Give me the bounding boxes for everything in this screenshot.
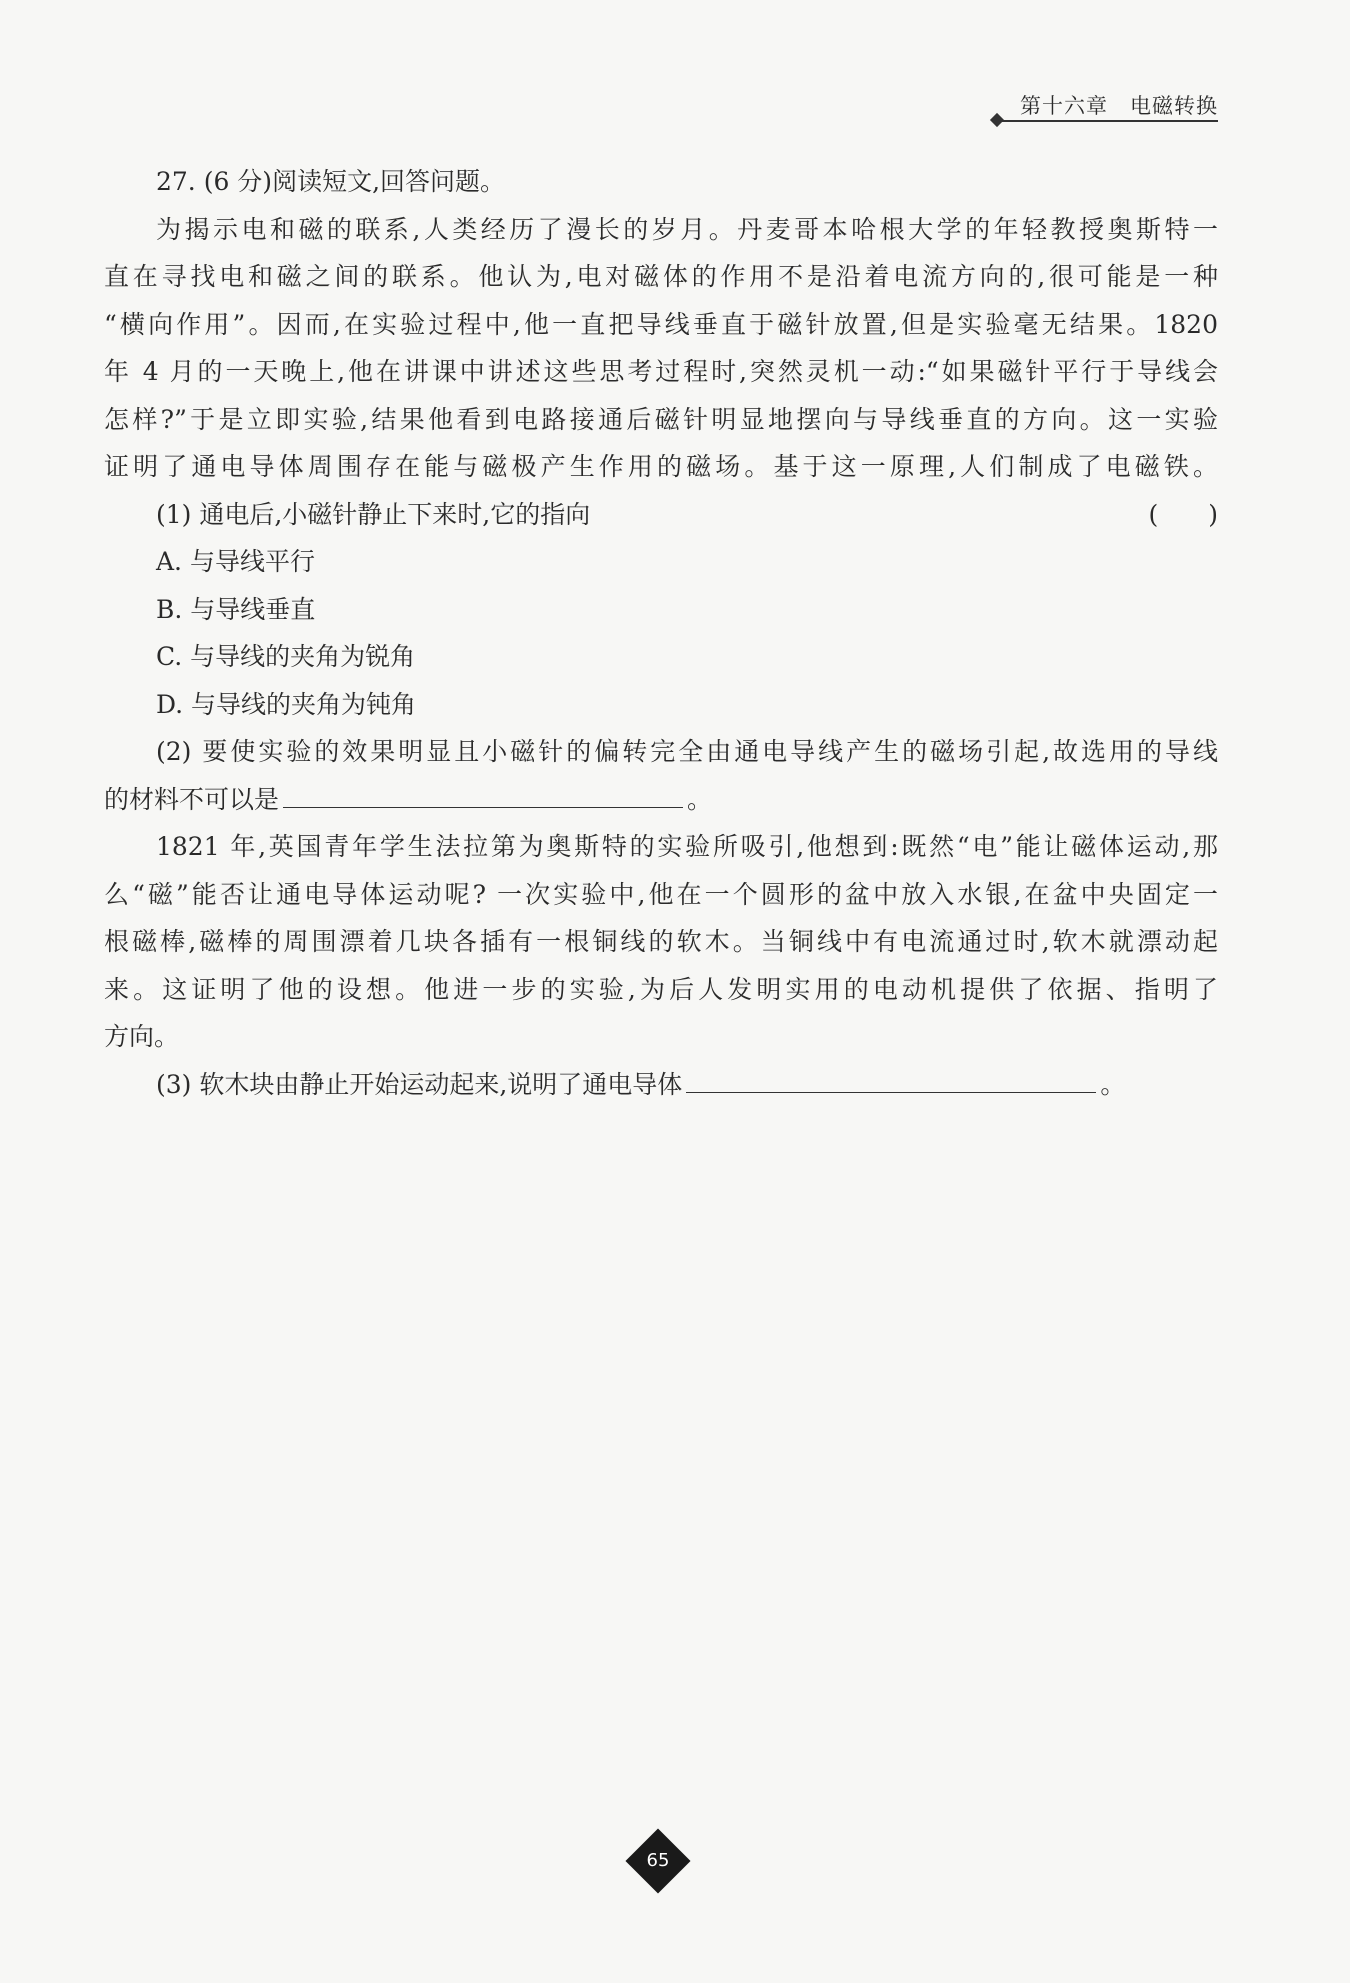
- question-number-line: 27. (6 分)阅读短文,回答问题。: [156, 167, 506, 196]
- chapter-number: 第十六章: [1020, 94, 1108, 118]
- sub-question-3: [104, 1061, 1218, 1109]
- passage1-line: 年 4 月的一天晚上,他在讲课中讲述这些思考过程时,突然灵机一动:“如果磁针平行于导线会: [104, 357, 1218, 386]
- sub-question-1-text: (1) 通电后,小磁针静止下来时,它的指向: [156, 499, 591, 529]
- answer-bracket[interactable]: ( ): [1148, 499, 1218, 529]
- passage2-line: 方向。: [104, 1022, 180, 1051]
- chapter-header: [1020, 90, 1218, 120]
- passage1-line: 证明了通电导体周围存在能与磁极产生作用的磁场。基于这一原理,人们制成了电磁铁。: [104, 452, 1218, 481]
- passage2-line: 么“磁”能否让通电导体运动呢? 一次实验中,他在一个圆形的盆中放入水银,在盆中央固定一: [104, 879, 1218, 909]
- option-d: D. 与导线的夹角为钝角: [156, 689, 417, 719]
- sub-question-2-prefix: 的材料不可以是: [104, 784, 280, 814]
- sub-question-2-line2: [104, 776, 1218, 824]
- sub-question-2-line1: (2) 要使实验的效果明显且小磁针的偏转完全由通电导线产生的磁场引起,故选用的导线: [156, 737, 1218, 766]
- option-a: A. 与导线平行: [156, 547, 315, 576]
- passage2-line: 来。这证明了他的设想。他进一步的实验,为后人发明实用的电动机提供了依据、指明了: [104, 974, 1218, 1004]
- chapter-title: 电磁转换: [1130, 94, 1218, 118]
- sub-question-3-prefix: (3) 软木块由静止开始运动起来,说明了通电导体: [156, 1069, 683, 1099]
- passage1-line: 直在寻找电和磁之间的联系。他认为,电对磁体的作用不是沿着电流方向的,很可能是一种: [104, 262, 1218, 291]
- page-number: 65: [646, 1850, 670, 1871]
- passage2-line: 根磁棒,磁棒的周围漂着几块各插有一根铜线的软木。当铜线中有电流通过时,软木就漂动起: [104, 927, 1218, 956]
- passage1-line: 怎样?”于是立即实验,结果他看到电路接通后磁针明显地摆向与导线垂直的方向。这一实验: [104, 404, 1218, 434]
- option-c: C. 与导线的夹角为锐角: [156, 642, 416, 671]
- sub-question-2-suffix: 。: [687, 784, 713, 814]
- sub-question-3-suffix: 。: [1100, 1069, 1126, 1099]
- option-b: B. 与导线垂直: [156, 594, 316, 624]
- passage1-line: 为揭示电和磁的联系,人类经历了漫长的岁月。丹麦哥本哈根大学的年轻教授奥斯特一: [156, 214, 1218, 244]
- answer-blank-2[interactable]: [283, 777, 683, 808]
- sub-question-1: [104, 491, 1218, 539]
- answer-blank-3[interactable]: [686, 1062, 1096, 1093]
- passage2-line: 1821 年,英国青年学生法拉第为奥斯特的实验所吸引,他想到:既然“电”能让磁体运动,那: [156, 832, 1218, 861]
- header-rule: [998, 120, 1218, 122]
- header-diamond-icon: [990, 113, 1004, 127]
- question-content: [104, 158, 1218, 1108]
- passage1-line: “横向作用”。因而,在实验过程中,他一直把导线垂直于磁针放置,但是实验毫无结果。1820: [104, 309, 1218, 339]
